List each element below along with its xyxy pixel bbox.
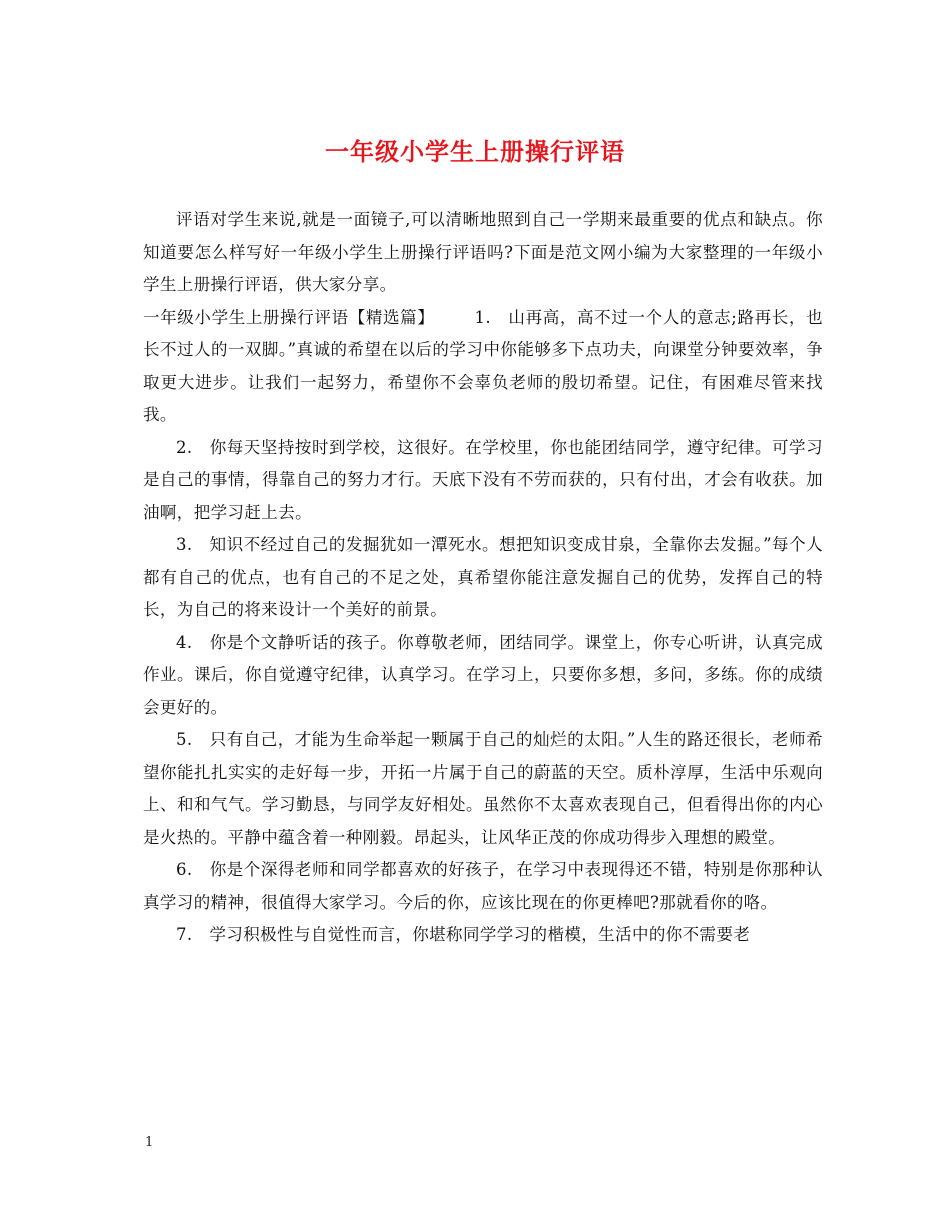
item-4: 4. 你是个文静听话的孩子。你尊敬老师，团结同学。课堂上，你专心听讲，认真完成作业。课后，你自觉遵守纪律，认真学习。在学习上，只要你多想，多问，多练。你的成绩会更好的。 bbox=[143, 632, 823, 717]
item-6: 6. 你是个深得老师和同学都喜欢的好孩子，在学习中表现得还不错，特别是你那种认真学习的精神，很值得大家学习。今后的你，应该比现在的你更棒吧?那就看你的咯。 bbox=[143, 860, 823, 912]
item-2: 2. 你每天坚持按时到学校，这很好。在学校里，你也能团结同学，遵守纪律。可学习是自己的事情，得靠自己的努力才行。天底下没有不劳而获的，只有付出，才会有收获。加油啊，把学习赶上去。 bbox=[143, 437, 823, 522]
section-heading: 一年级小学生上册操行评语【精选篇】 bbox=[143, 307, 435, 327]
item-3: 3. 知识不经过自己的发掘犹如一潭死水。想把知识变成甘泉，全靠你去发掘。”每个人都有自己的优点，也有自己的不足之处，真希望你能注意发掘自己的优势，发挥自己的特长，为自己的将来设计一个美好的前景。 bbox=[143, 535, 823, 619]
page-number: 1 bbox=[145, 1135, 154, 1150]
item-1: 1. 山再高，高不过一个人的意志;路再长，也长不过人的一双脚。”真诚的希望在以后的学习中你能够多下点功夫，向课堂分钟要效率，争取更大进步。让我们一起努力，希望你不会辜负老师的殷切希望。记住，有困难尽管来找我。 bbox=[143, 307, 823, 424]
section-first-item bbox=[143, 302, 823, 432]
page-title: 一年级小学生上册操行评语 bbox=[325, 137, 625, 166]
item-7: 7. 学习积极性与自觉性而言，你堪称同学学习的楷模，生活中的你不需要老 bbox=[176, 925, 751, 944]
document-body bbox=[143, 204, 823, 952]
intro-paragraph: 评语对学生来说,就是一面镜子,可以清晰地照到自己一学期来最重要的优点和缺点。你知道要怎么样写好一年级小学生上册操行评语吗?下面是范文网小编为大家整理的一年级小学生上册操行评语，供大家分享。 bbox=[143, 210, 823, 294]
item-5: 5. 只有自己，才能为生命举起一颗属于自己的灿烂的太阳。”人生的路还很长，老师希望你能扎扎实实的走好每一步，开拓一片属于自己的蔚蓝的天空。质朴淳厚，生活中乐观向上、和和气气。学习勤恳，与同学友好相处。虽然你不太喜欢表现自己，但看得出你的内心是火热的。平静中蕴含着一种刚毅。昂起头，让风华正茂的你成功得步入理想的殿堂。 bbox=[143, 730, 823, 847]
